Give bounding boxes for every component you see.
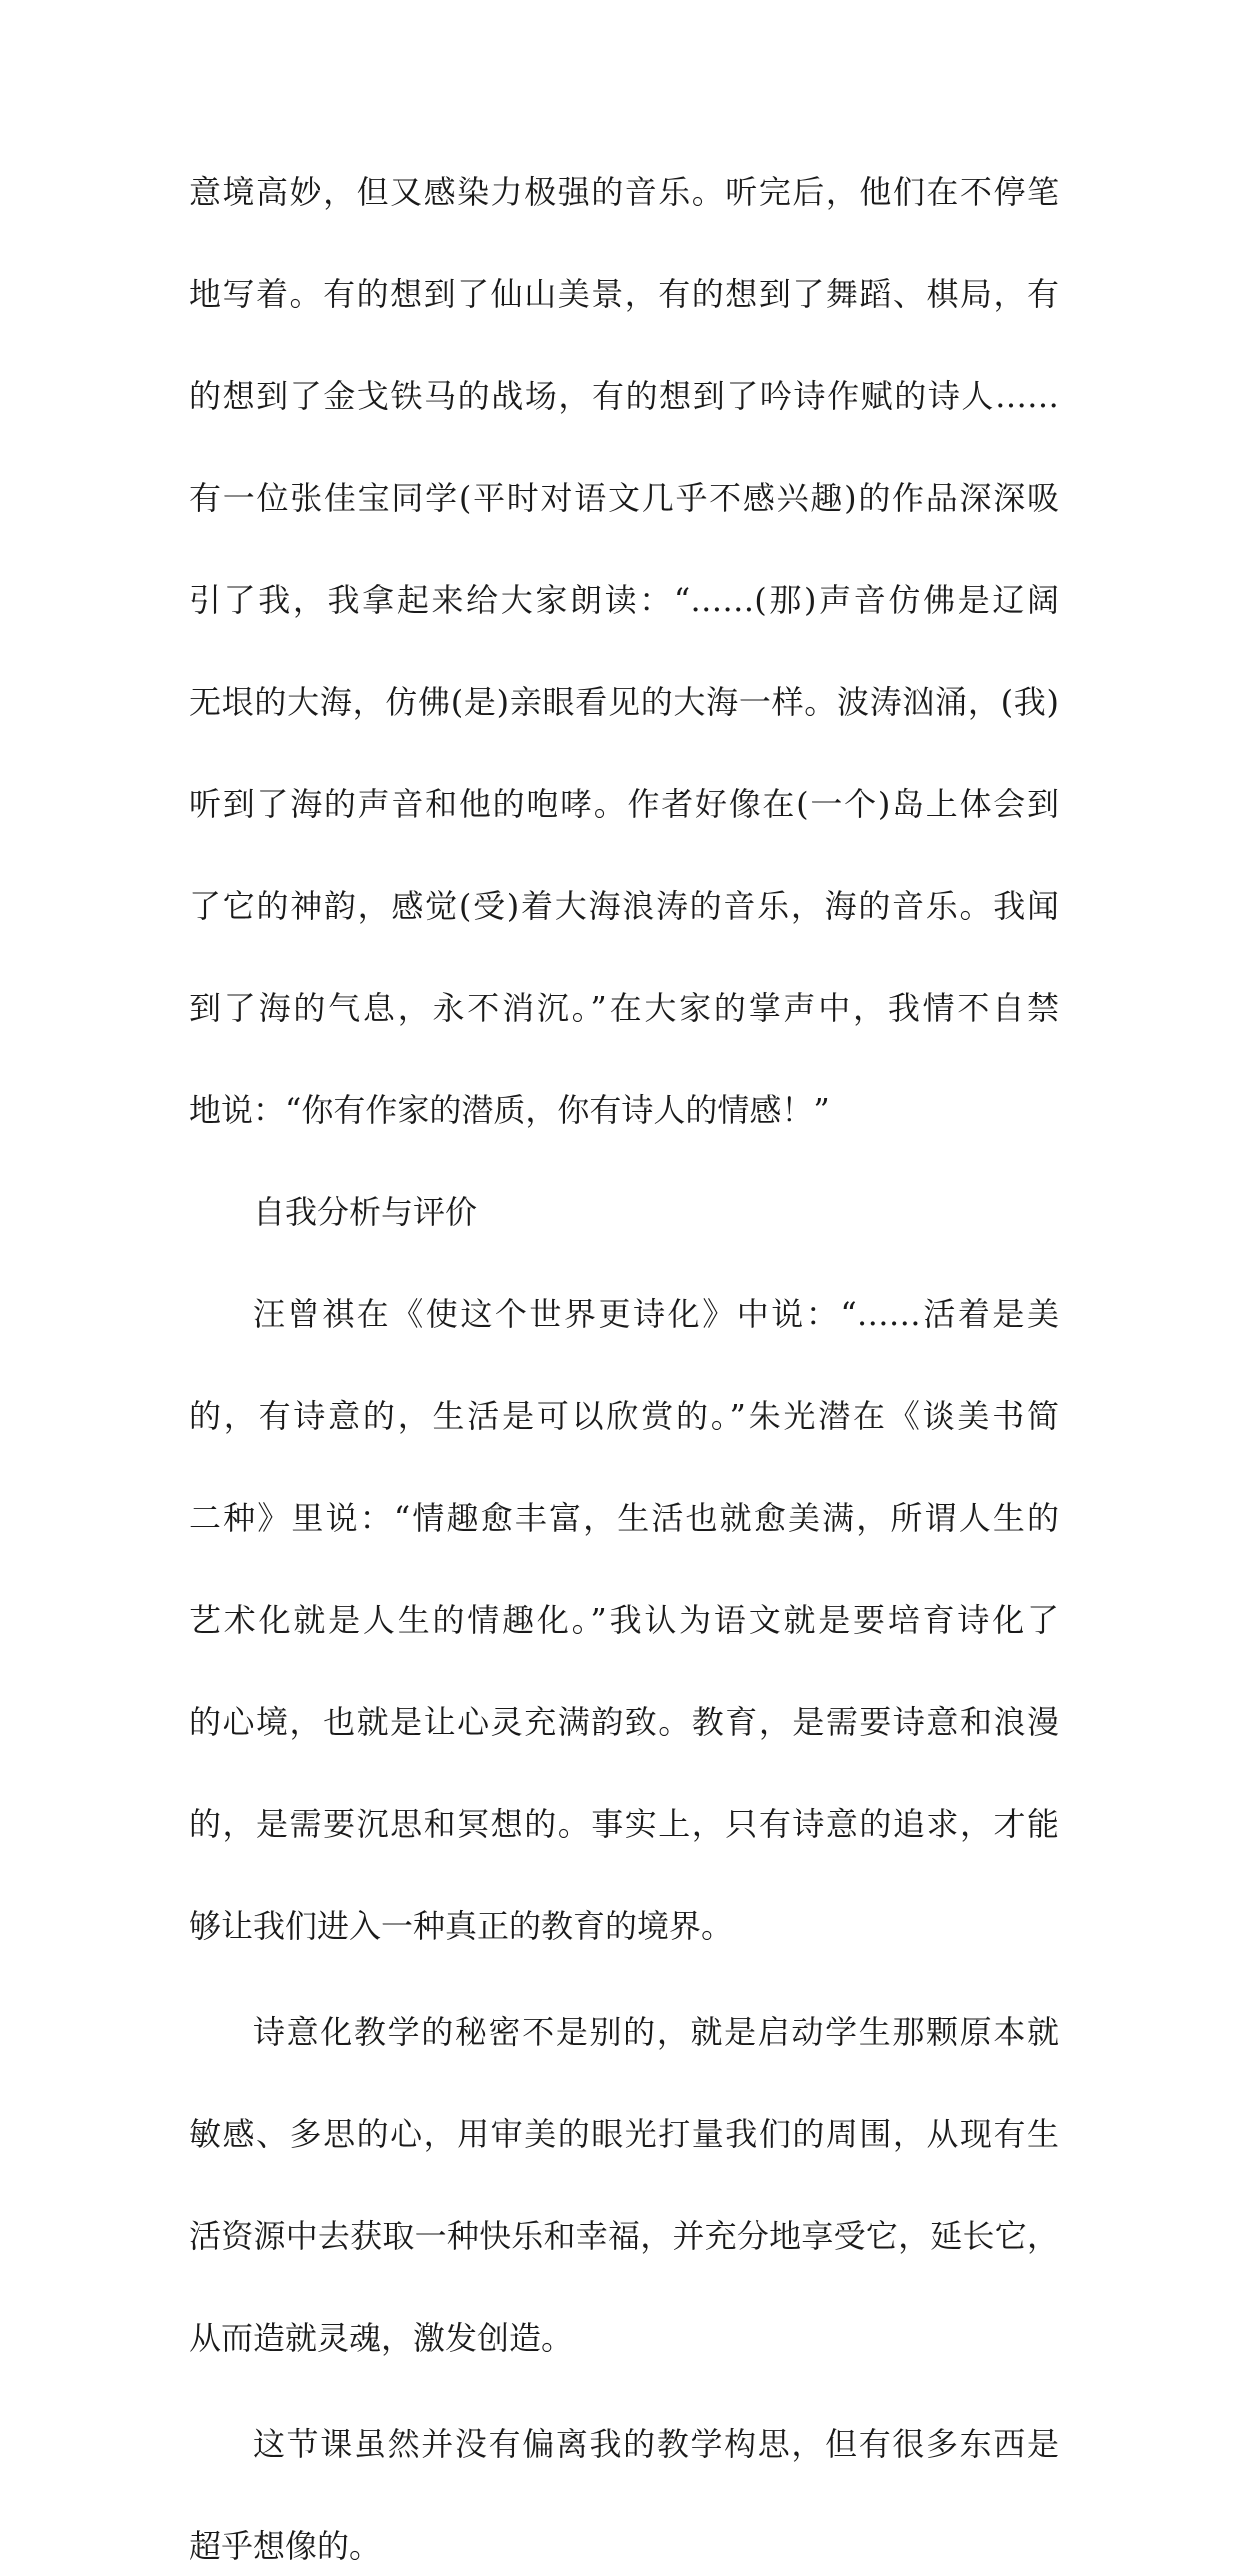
text-line: 的想到了金戈铁马的战场，有的想到了吟诗作赋的诗人…… <box>189 377 1059 415</box>
text-line: 诗意化教学的秘密不是别的，就是启动学生那颗原本就 <box>253 2013 1059 2051</box>
text-line: 无垠的大海，仿佛(是)亲眼看见的大海一样。波涛汹涌，(我) <box>189 683 1059 721</box>
text-line: 艺术化就是人生的情趣化。”我认为语文就是要培育诗化了 <box>189 1601 1059 1639</box>
text-line: 意境高妙，但又感染力极强的音乐。听完后，他们在不停笔 <box>189 173 1059 211</box>
text-line: 二种》里说：“情趣愈丰富，生活也就愈美满，所谓人生的 <box>189 1499 1059 1537</box>
text-line: 的心境，也就是让心灵充满韵致。教育，是需要诗意和浪漫 <box>189 1703 1059 1741</box>
text-line: 有一位张佳宝同学(平时对语文几乎不感兴趣)的作品深深吸 <box>189 479 1059 517</box>
text-line: 够让我们进入一种真正的教育的境界。 <box>189 1907 734 1945</box>
text-line: 的，是需要沉思和冥想的。事实上，只有诗意的追求，才能 <box>189 1805 1059 1843</box>
text-line: 地说：“你有作家的潜质，你有诗人的情感！” <box>189 1091 830 1129</box>
text-line: 地写着。有的想到了仙山美景，有的想到了舞蹈、棋局，有 <box>189 275 1059 313</box>
text-line: 从而造就灵魂，激发创造。 <box>189 2319 574 2357</box>
text-line: 超乎想像的。 <box>189 2527 382 2565</box>
document-body <box>189 166 1059 2572</box>
text-line: 汪曾祺在《使这个世界更诗化》中说：“……活着是美 <box>253 1295 1059 1333</box>
text-line: 敏感、多思的心，用审美的眼光打量我们的周围，从现有生 <box>189 2115 1059 2153</box>
text-line: 活资源中去获取一种快乐和幸福，并充分地享受它，延长它， <box>189 2217 1059 2255</box>
text-line: 到了海的气息，永不消沉。”在大家的掌声中，我情不自禁 <box>189 989 1059 1027</box>
text-line: 这节课虽然并没有偏离我的教学构思，但有很多东西是 <box>253 2425 1059 2463</box>
text-line: 的，有诗意的，生活是可以欣赏的。”朱光潜在《谈美书简 <box>189 1397 1059 1435</box>
text-line: 听到了海的声音和他的咆哮。作者好像在(一个)岛上体会到 <box>189 785 1059 823</box>
text-line: 了它的神韵，感觉(受)着大海浪涛的音乐，海的音乐。我闻 <box>189 887 1059 925</box>
section-heading: 自我分析与评价 <box>253 1193 478 1231</box>
text-line: 引了我，我拿起来给大家朗读：“……(那)声音仿佛是辽阔 <box>189 581 1059 619</box>
